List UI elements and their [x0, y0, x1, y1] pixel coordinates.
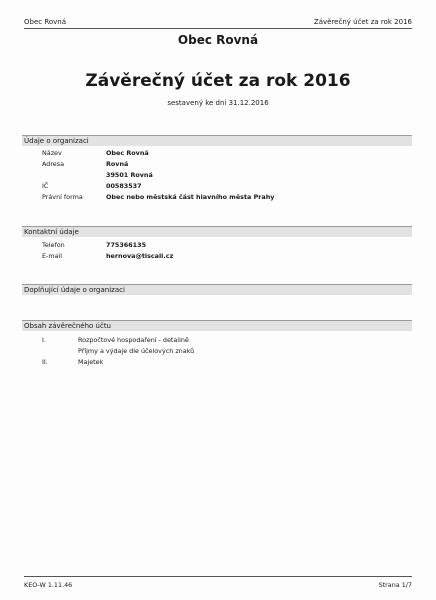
org-row-value: 00583537: [106, 182, 142, 190]
contact-row-value: 775366135: [106, 241, 147, 249]
organization-title: Obec Rovná: [177, 33, 259, 47]
contents-item-text: Majetek: [78, 358, 104, 366]
section-extra-info: [22, 284, 412, 295]
org-row-ico: [0, 181, 436, 192]
org-row-name: [0, 148, 436, 159]
org-row-value: Rovná: [106, 160, 129, 168]
contact-row-value: hernova@tiscali.cz: [106, 252, 174, 260]
org-row-label: Právní forma: [42, 193, 83, 201]
section-contents-title: Obsah závěrečného účtu: [24, 322, 111, 330]
document-subtitle: sestavený ke dni 31.12.2016: [167, 99, 269, 107]
org-row-address-line2: [0, 170, 436, 181]
header-doc-title: Závěrečný účet za rok 2016: [313, 18, 412, 26]
section-organization: [22, 135, 412, 146]
contents-item-text: Příjmy a výdaje dle účelových znaků: [78, 347, 195, 355]
footer-page-number: Strana 1/7: [378, 581, 412, 589]
org-row-label: Adresa: [42, 160, 64, 168]
contact-row-phone: [0, 240, 436, 251]
running-header: [24, 16, 412, 29]
section-extra-info-title: Doplňující údaje o organizaci: [24, 286, 125, 294]
org-row-value: Obec nebo městská část hlavního města Prahy: [106, 193, 275, 201]
org-row-address: [0, 159, 436, 170]
contact-row-email: [0, 251, 436, 262]
footer-software-version: KEO-W 1.11.46: [24, 581, 73, 589]
org-row-legal-form: [0, 192, 436, 203]
org-row-value: Obec Rovná: [106, 149, 149, 157]
org-row-label: Název: [42, 149, 62, 157]
org-row-value: 39501 Rovná: [106, 171, 153, 179]
contents-item: [0, 356, 436, 368]
contents-item-number: II.: [42, 358, 48, 366]
page-footer: [24, 576, 412, 589]
section-contact: [22, 226, 412, 237]
contact-row-label: E-mail: [42, 252, 63, 260]
contents-item-number: I.: [42, 336, 46, 344]
contents-item-text: Rozpočtové hospodaření - detailně: [78, 336, 189, 344]
header-org-name: Obec Rovná: [24, 18, 67, 26]
section-organization-title: Údaje o organizaci: [24, 137, 89, 145]
section-contents: [22, 320, 412, 331]
section-contact-title: Kontaktní údaje: [24, 228, 79, 236]
org-row-label: IČ: [42, 182, 49, 190]
contact-row-label: Telefon: [42, 241, 65, 249]
document-title: Závěrečný účet za rok 2016: [85, 71, 351, 91]
